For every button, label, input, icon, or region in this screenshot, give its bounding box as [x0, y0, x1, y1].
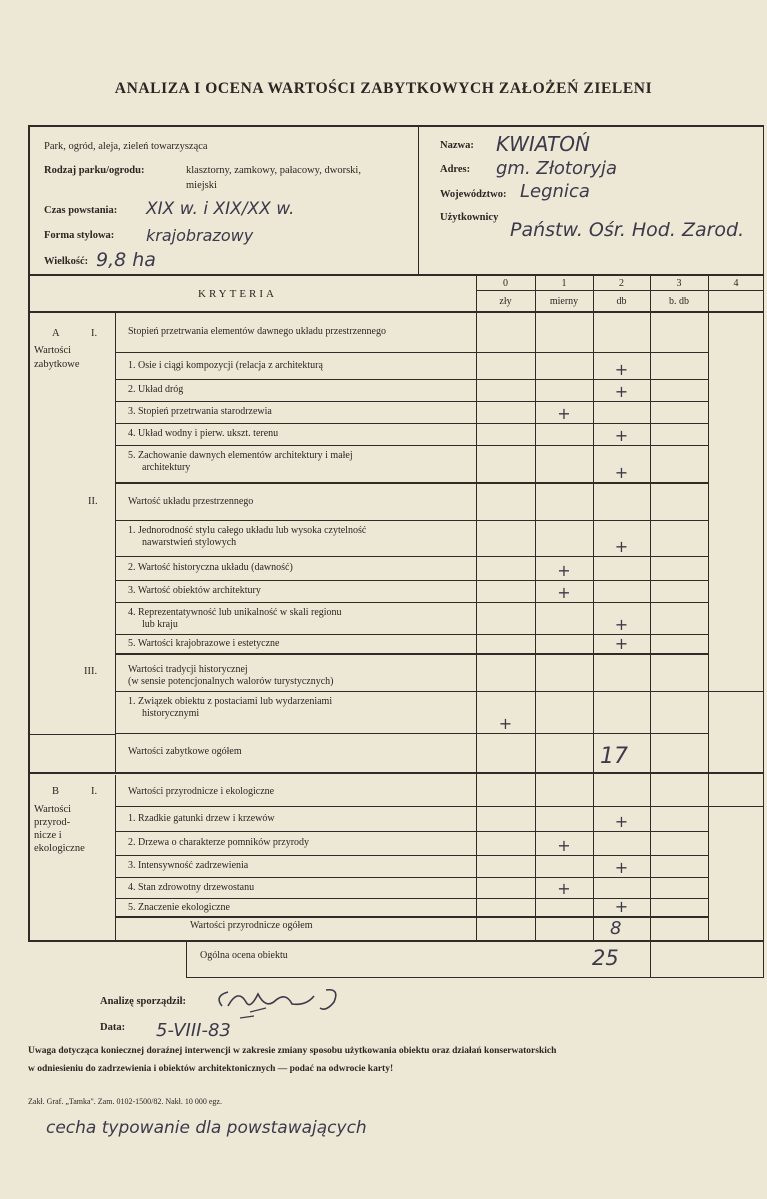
a3-heading — [128, 664, 334, 688]
b-total-value: 8 — [610, 918, 622, 939]
grade-mark: + — [557, 561, 571, 580]
kryteria-label: KRYTERIA — [198, 288, 277, 300]
data-label: Data: — [100, 1022, 126, 1033]
grade-column-label: zły — [499, 296, 512, 307]
signature — [210, 982, 350, 1022]
criterion-label-line-1: 5. Znaczenie ekologiczne — [128, 902, 230, 913]
wojewodztwo-label: Województwo: — [440, 189, 507, 200]
criterion-row — [115, 424, 709, 446]
grade-mark: + — [498, 714, 513, 733]
note-line-1: Uwaga dotycząca koniecznej doraźnej interwencji w zakresie zmiany sposobu użytkowania obiektu oraz działań konserwatorskich — [28, 1046, 557, 1056]
forma-value: krajobrazowy — [146, 226, 254, 245]
b1-heading: Wartości przyrodnicze i ekologiczne — [128, 786, 275, 797]
rodzaj-label: Rodzaj parku/ogrodu: — [44, 165, 145, 176]
criterion-label-line-2: architektury — [142, 462, 191, 473]
criterion-label-line-2: nawarstwień stylowych — [142, 537, 237, 548]
section-b-roman-1: I. — [91, 786, 98, 797]
wielkosc-value: 9,8 ha — [96, 249, 156, 271]
criterion-label — [128, 607, 342, 631]
grade-mark: + — [557, 404, 571, 423]
criterion-label — [128, 428, 278, 440]
czas-value: XIX w. i XIX/XX w. — [146, 199, 295, 219]
criterion-row — [115, 446, 709, 483]
a-total-label: Wartości zabytkowe ogółem — [128, 746, 242, 757]
grade-mark: + — [614, 858, 629, 877]
a3-heading-2: (w sensie potencjonalnych walorów turystycznych) — [128, 676, 334, 687]
analize-label: Analizę sporządził: — [100, 996, 187, 1007]
rodzaj-options: klasztorny, zamkowy, pałacowy, dworski, — [186, 165, 361, 176]
section-b-label — [34, 803, 85, 855]
criterion-label — [128, 902, 230, 914]
a3-heading-1: Wartości tradycji historycznej — [128, 664, 248, 675]
overall-value: 25 — [592, 946, 619, 970]
criterion-label — [128, 525, 366, 549]
note-line-2: w odniesieniu do zadrzewienia i obiektów architektonicznych — podać na odwrocie karty! — [28, 1064, 394, 1074]
criterion-label-line-1: 3. Stopień przetrwania starodrzewia — [128, 406, 272, 417]
a1-heading: Stopień przetrwania elementów dawnego układu przestrzennego — [128, 326, 386, 337]
section-a-label: Wartości — [34, 345, 72, 356]
criterion-row — [115, 807, 709, 832]
criterion-label — [128, 450, 353, 474]
criterion-row — [115, 380, 709, 402]
data-value: 5-VIII-83 — [156, 1020, 231, 1041]
forma-label: Forma stylowa: — [44, 230, 115, 241]
criterion-label-line-1: 1. Związek obiektu z postaciami lub wydarzeniami — [128, 696, 333, 707]
criterion-row — [115, 402, 709, 424]
rodzaj-options-2: miejski — [186, 180, 217, 191]
section-a-roman-1: I. — [91, 328, 98, 339]
criterion-label-line-1: 2. Układ dróg — [128, 384, 184, 395]
grade-mark: + — [614, 615, 629, 634]
criterion-row — [115, 521, 709, 557]
criterion-label-line-1: 1. Osie i ciągi kompozycji (relacja z architekturą — [128, 359, 323, 371]
grade-column-label: mierny — [549, 296, 579, 307]
grade-mark: + — [614, 812, 629, 831]
b-total-label: Wartości przyrodnicze ogółem — [190, 920, 313, 931]
criterion-label-line-1: 2. Drzewa o charakterze pomników przyrody — [128, 837, 310, 848]
criterion-row — [115, 581, 709, 603]
grade-mark: + — [557, 879, 571, 898]
criterion-row — [115, 878, 709, 899]
overall-label: Ogólna ocena obiektu — [200, 950, 288, 961]
criterion-row — [115, 603, 709, 635]
uzytkownicy-value: Państw. Ośr. Hod. Zarod. — [510, 219, 745, 241]
grade-column-number: 0 — [503, 278, 508, 289]
czas-label: Czas powstania: — [44, 205, 118, 216]
grade-mark: + — [614, 537, 629, 556]
criterion-label — [128, 837, 309, 849]
section-b-label-1: Wartości — [34, 804, 72, 815]
section-a-roman-2: II. — [88, 496, 98, 507]
criterion-row — [115, 353, 709, 380]
criterion-label — [128, 882, 254, 894]
nazwa-value: KWIATOŃ — [496, 132, 590, 156]
adres-value: gm. Złotoryja — [496, 158, 618, 179]
grade-mark: + — [614, 463, 629, 482]
criterion-label-line-1: 1. Rzadkie gatunki drzew i krzewów — [128, 812, 275, 824]
grade-mark: + — [557, 836, 571, 855]
criterion-label-line-1: 2. Wartość historyczna układu (dawność) — [128, 562, 293, 573]
criterion-label-line-1: 3. Intensywność zadrzewienia — [128, 860, 249, 871]
criterion-label — [128, 813, 275, 825]
section-b-label-2: przyrod- — [34, 817, 71, 828]
criterion-row — [115, 557, 709, 581]
criterion-label — [128, 638, 279, 650]
form-title: ANALIZA I OCENA WARTOŚCI ZABYTKOWYCH ZAŁOŻEŃ ZIELENI — [114, 80, 653, 97]
section-a-roman-3: III. — [84, 666, 98, 677]
section-a-letter: A — [52, 328, 60, 339]
criterion-label — [128, 384, 183, 396]
criterion-label — [128, 585, 261, 597]
grade-mark: + — [614, 897, 629, 916]
criterion-label-line-2: lub kraju — [142, 619, 178, 630]
grade-column-label: db — [616, 296, 627, 307]
grid-right-edge — [763, 125, 764, 978]
grade-mark: + — [614, 360, 629, 379]
criterion-label-line-2: historycznymi — [142, 708, 200, 719]
grade-mark: + — [614, 426, 629, 445]
criterion-row — [115, 899, 709, 917]
criterion-label-line-1: 3. Wartość obiektów architektury — [128, 585, 261, 596]
section-b-label-3: nicze i — [34, 830, 62, 841]
criterion-label — [128, 860, 248, 872]
section-b-letter: B — [52, 786, 60, 797]
printer-line: Zakł. Graf. „Tamka". Zam. 0102-1500/82. Nakł. 10 000 egz. — [28, 1097, 222, 1106]
criterion-label — [128, 360, 323, 372]
adres-label: Adres: — [440, 164, 471, 175]
criterion-label-line-1: 1. Jednorodność stylu całego układu lub wysoka czytelność — [128, 525, 367, 536]
criterion-label-line-1: 5. Wartości krajobrazowe i estetyczne — [128, 638, 280, 649]
criterion-label-line-1: 5. Zachowanie dawnych elementów architektury i małej — [128, 450, 353, 461]
criterion-row — [115, 635, 709, 654]
criterion-label-line-1: 4. Reprezentatywność lub unikalność w skali regionu — [128, 607, 342, 618]
grade-column-number: 4 — [733, 278, 739, 289]
criterion-row — [115, 692, 709, 734]
grade-column-number: 2 — [619, 278, 624, 289]
criterion-label — [128, 696, 332, 720]
a2-heading: Wartość układu przestrzennego — [128, 496, 254, 507]
section-b-label-4: ekologiczne — [34, 843, 85, 854]
criterion-label-line-1: 4. Układ wodny i pierw. ukszt. terenu — [128, 428, 279, 439]
uzytkownicy-label: Użytkownicy — [440, 212, 499, 223]
criterion-label — [128, 406, 272, 418]
grade-column-number: 1 — [561, 278, 567, 289]
wojewodztwo-value: Legnica — [520, 181, 590, 202]
criterion-row — [115, 856, 709, 878]
grade-mark: + — [614, 382, 629, 401]
section-a-label-2: zabytkowe — [34, 359, 80, 370]
grade-column-label: b. db — [669, 296, 689, 307]
criterion-row — [115, 832, 709, 856]
handwritten-note: cecha typowanie dla powstawających — [46, 1118, 367, 1138]
grade-column-number: 3 — [676, 278, 682, 289]
criterion-label-line-1: 4. Stan zdrowotny drzewostanu — [128, 881, 255, 893]
park-type-line: Park, ogród, aleja, zieleń towarzysząca — [44, 141, 208, 152]
grade-mark: + — [614, 634, 629, 653]
grade-mark: + — [557, 583, 571, 602]
criterion-label — [128, 562, 293, 574]
nazwa-label: Nazwa: — [440, 140, 474, 151]
a-total-value: 17 — [600, 744, 628, 769]
wielkosc-label: Wielkość: — [44, 256, 89, 267]
